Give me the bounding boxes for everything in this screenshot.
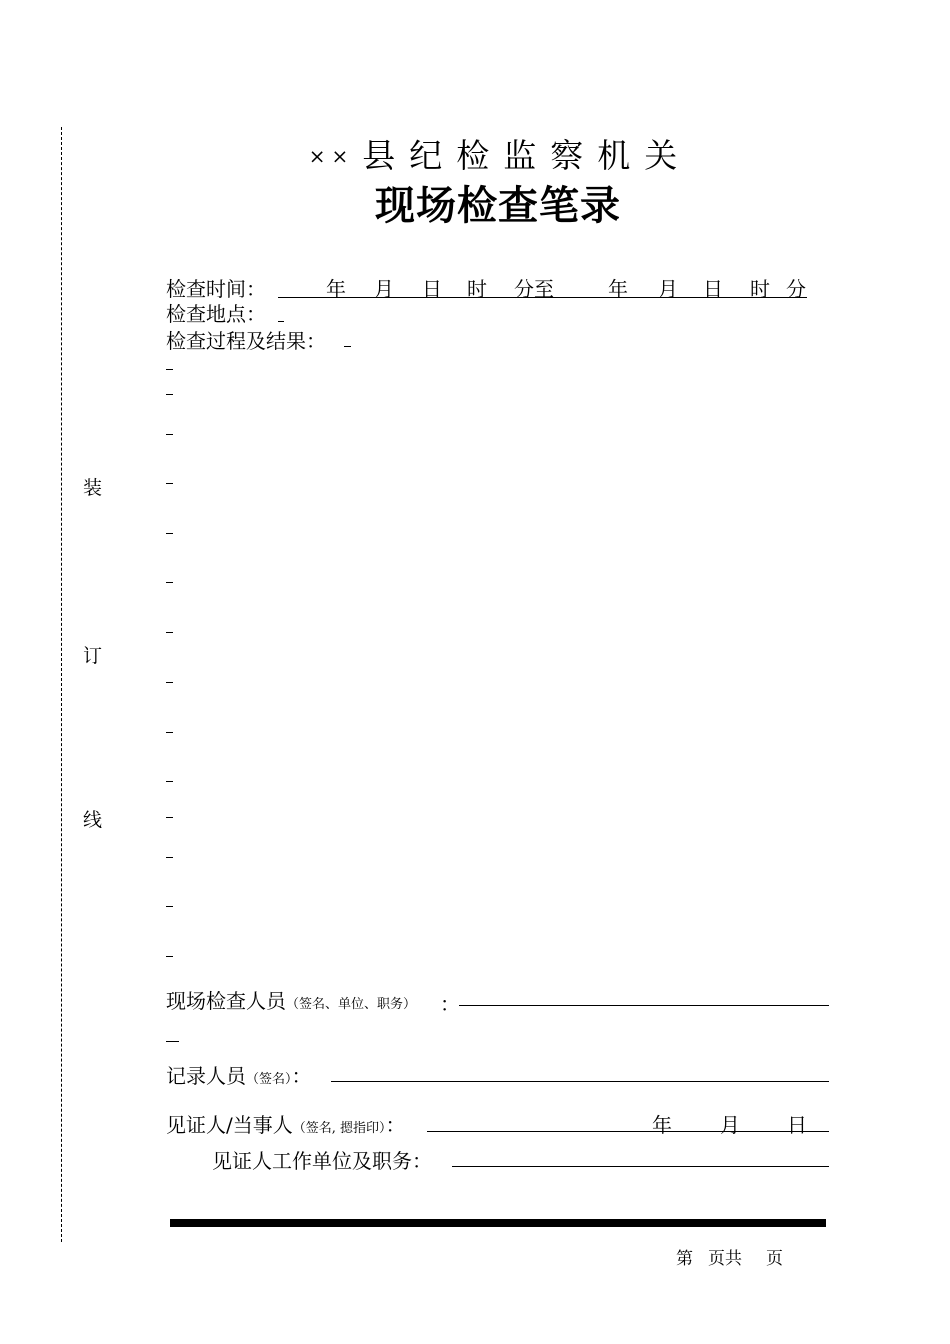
witness-colon: ：: [385, 1113, 406, 1137]
recorder-colon: ：: [291, 1064, 312, 1088]
process-blank-line[interactable]: [166, 533, 173, 534]
process-blank-line[interactable]: [166, 394, 173, 395]
process-blank-line[interactable]: [166, 732, 173, 733]
bottom-rule: [170, 1219, 826, 1227]
binding-char-zhuang: 装: [83, 477, 103, 499]
process-blank-line[interactable]: [166, 956, 173, 957]
inspectors-signature-line[interactable]: [459, 1005, 829, 1006]
process-input-line[interactable]: [344, 346, 351, 347]
time-unit-day-2: 日: [703, 277, 723, 301]
page-number-di: 第: [676, 1249, 693, 1269]
inspectors-signature-label: [166, 985, 416, 1014]
witness-date-day: 日: [787, 1113, 807, 1137]
recorder-label: 记录人员: [166, 1064, 246, 1088]
inspectors-note: （签名、单位、职务）: [286, 997, 417, 1012]
recorder-signature-line[interactable]: [331, 1081, 829, 1082]
binding-char-xian: 线: [83, 809, 103, 831]
inspectors-extra-line[interactable]: [166, 1041, 179, 1042]
place-input-line[interactable]: [278, 321, 284, 322]
time-underline: [278, 297, 807, 298]
witness-signature-label: [166, 1109, 406, 1138]
witness-org-line[interactable]: [452, 1166, 829, 1167]
organization-name: 县纪检监察机关: [362, 136, 692, 175]
process-blank-line[interactable]: [166, 632, 173, 633]
page-number-ye-gong: 页共: [708, 1249, 742, 1269]
recorder-note: （签名）: [246, 1072, 292, 1087]
process-label: 检查过程及结果：: [166, 329, 326, 353]
witness-label: 见证人/当事人: [166, 1113, 293, 1137]
inspectors-label: 现场检查人员: [166, 989, 286, 1013]
inspectors-colon: ：: [440, 992, 460, 1016]
page-number-ye: 页: [766, 1249, 783, 1269]
binding-dashed-line: [61, 127, 62, 1242]
time-unit-year-1: 年: [326, 277, 346, 301]
binding-char-ding: 订: [83, 645, 103, 667]
time-unit-hour-2: 时: [750, 277, 770, 301]
time-unit-minute-2: 分: [786, 277, 806, 301]
document-title: 现场检查笔录: [375, 182, 621, 229]
time-unit-month-2: 月: [658, 277, 678, 301]
organization-heading: [0, 130, 950, 177]
time-unit-hour-1: 时: [467, 277, 487, 301]
process-blank-line[interactable]: [166, 857, 173, 858]
witness-note: （签名, 摁指印）: [292, 1121, 386, 1136]
process-blank-line[interactable]: [166, 369, 173, 370]
witness-signature-line[interactable]: [427, 1131, 829, 1132]
witness-org-label: 见证人工作单位及职务：: [212, 1149, 432, 1173]
time-label: 检查时间：: [166, 277, 266, 301]
recorder-signature-label: [166, 1060, 312, 1089]
witness-date-month: 月: [720, 1113, 740, 1137]
time-unit-day-1: 日: [422, 277, 442, 301]
witness-date-year: 年: [652, 1113, 672, 1137]
process-blank-line[interactable]: [166, 582, 173, 583]
process-blank-line[interactable]: [166, 781, 173, 782]
process-blank-line[interactable]: [166, 483, 173, 484]
time-unit-year-2: 年: [608, 277, 628, 301]
time-unit-month-1: 月: [374, 277, 394, 301]
process-blank-line[interactable]: [166, 817, 173, 818]
organization-prefix: ××: [308, 144, 355, 168]
process-blank-line[interactable]: [166, 682, 173, 683]
process-blank-line[interactable]: [166, 434, 173, 435]
process-blank-line[interactable]: [166, 906, 173, 907]
place-label: 检查地点：: [166, 302, 266, 326]
time-unit-minute-to: 分至: [514, 277, 554, 301]
